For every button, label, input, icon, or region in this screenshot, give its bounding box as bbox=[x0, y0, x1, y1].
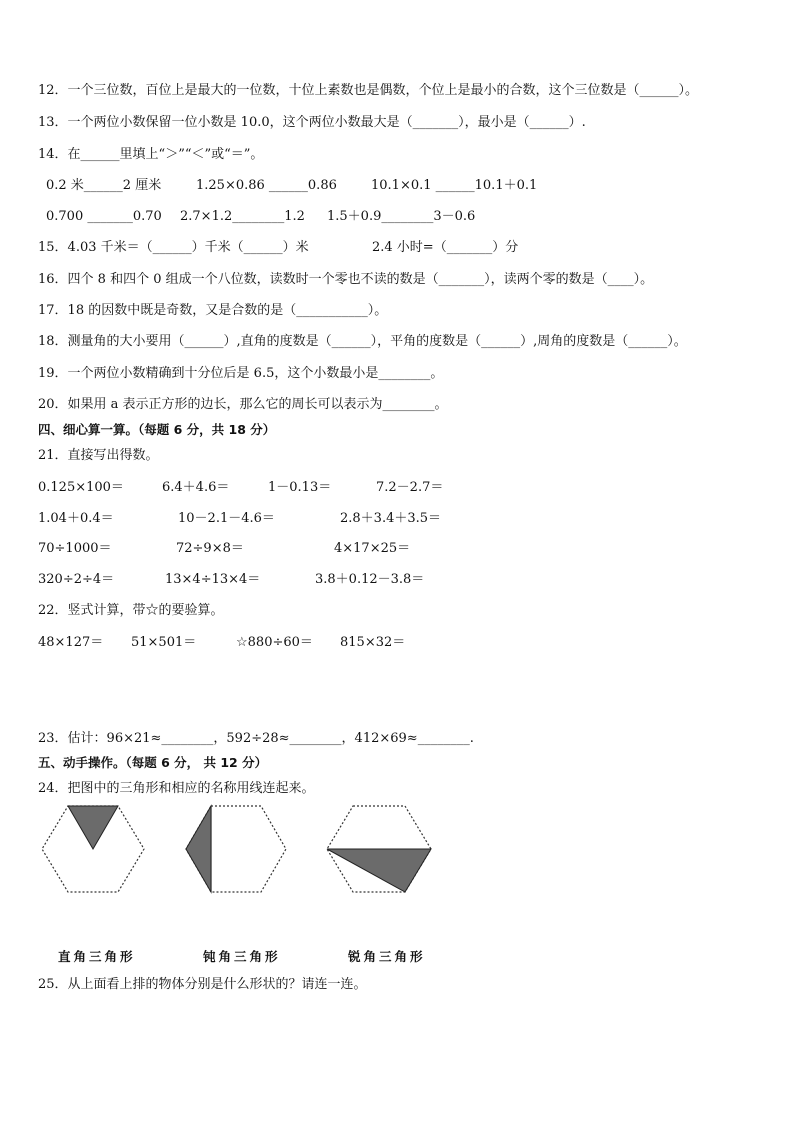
question-16: 16．四个 8 和四个 0 组成一个八位数，读数时一个零也不读的数是（_______），读两个零的数是（____）。 bbox=[38, 272, 654, 287]
q21-item: 4×17×25＝ bbox=[334, 541, 411, 556]
question-20: 20．如果用 a 表示正方形的边长，那么它的周长可以表示为________。 bbox=[38, 397, 448, 412]
question-21: 21．直接写出得数。 bbox=[38, 448, 159, 463]
q14-item: 10.1×0.1 ______10.1＋0.1 bbox=[371, 178, 538, 193]
q21-item: 70÷1000＝ bbox=[38, 541, 112, 556]
hexagon-figure-2 bbox=[182, 803, 290, 895]
q14-item: 0.700 _______0.70 bbox=[46, 209, 162, 224]
question-12: 12．一个三位数，百位上是最大的一位数，十位上素数也是偶数，个位上是最小的合数，这个三位数是（______）。 bbox=[38, 83, 699, 98]
q21-item: 10－2.1－4.6＝ bbox=[178, 511, 275, 526]
question-24: 24．把图中的三角形和相应的名称用线连起来。 bbox=[38, 781, 315, 796]
q21-item: 0.125×100＝ bbox=[38, 480, 124, 495]
question-13: 13．一个两位小数保留一位小数是 10.0，这个两位小数最大是（_______），最小是（______）. bbox=[38, 115, 586, 130]
q22-item: 51×501＝ bbox=[131, 635, 197, 650]
hexagon-figure-3 bbox=[323, 803, 435, 895]
q21-item: 2.8＋3.4＋3.5＝ bbox=[340, 511, 442, 526]
q21-item: 1.04＋0.4＝ bbox=[38, 511, 114, 526]
label-obtuse-triangle: 钝角三角形 bbox=[203, 949, 281, 964]
shaded-triangle bbox=[327, 849, 431, 892]
shaded-triangle bbox=[186, 806, 211, 892]
q22-item: ☆880÷60＝ bbox=[236, 635, 313, 650]
q14-item: 1.25×0.86 ______0.86 bbox=[196, 178, 337, 193]
question-15b: 2.4 小时=（_______）分 bbox=[372, 240, 519, 255]
q22-item: 48×127＝ bbox=[38, 635, 104, 650]
q14-item: 1.5＋0.9________3－0.6 bbox=[327, 209, 476, 224]
q14-item: 2.7×1.2________1.2 bbox=[180, 209, 305, 224]
question-14: 14．在______里填上“＞”“＜”或“＝”。 bbox=[38, 147, 264, 162]
q21-item: 3.8＋0.12－3.8＝ bbox=[315, 572, 425, 587]
q21-item: 7.2－2.7＝ bbox=[376, 480, 444, 495]
q21-item: 320÷2÷4＝ bbox=[38, 572, 115, 587]
section-5-heading: 五、动手操作。（每题 6 分， 共 12 分） bbox=[38, 755, 268, 770]
q21-item: 6.4＋4.6＝ bbox=[162, 480, 230, 495]
question-18: 18．测量角的大小要用（______）,直角的度数是（______），平角的度数是（______）,周角的度数是（______）。 bbox=[38, 334, 687, 349]
shaded-triangle bbox=[68, 806, 118, 849]
question-19: 19．一个两位小数精确到十分位后是 6.5，这个小数最小是________。 bbox=[38, 366, 444, 381]
question-17: 17．18 的因数中既是奇数，又是合数的是（___________）。 bbox=[38, 303, 388, 318]
hexagon-figure-1 bbox=[38, 803, 148, 895]
question-25: 25．从上面看上排的物体分别是什么形状的？请连一连。 bbox=[38, 977, 367, 992]
question-22: 22．竖式计算，带☆的要验算。 bbox=[38, 603, 224, 618]
label-acute-triangle: 锐角三角形 bbox=[348, 949, 426, 964]
q14-item: 0.2 米______2 厘米 bbox=[46, 178, 162, 193]
q21-item: 13×4÷13×4＝ bbox=[165, 572, 261, 587]
section-4-heading: 四、细心算一算。（每题 6 分，共 18 分） bbox=[38, 422, 276, 437]
question-15a: 15．4.03 千米＝（______）千米（______）米 bbox=[38, 240, 309, 255]
q22-item: 815×32＝ bbox=[340, 635, 406, 650]
q21-item: 1－0.13＝ bbox=[268, 480, 332, 495]
label-right-triangle: 直角三角形 bbox=[58, 949, 136, 964]
q21-item: 72÷9×8＝ bbox=[176, 541, 244, 556]
question-23: 23．估计：96×21≈________，592÷28≈________，412×69≈________. bbox=[38, 731, 474, 746]
